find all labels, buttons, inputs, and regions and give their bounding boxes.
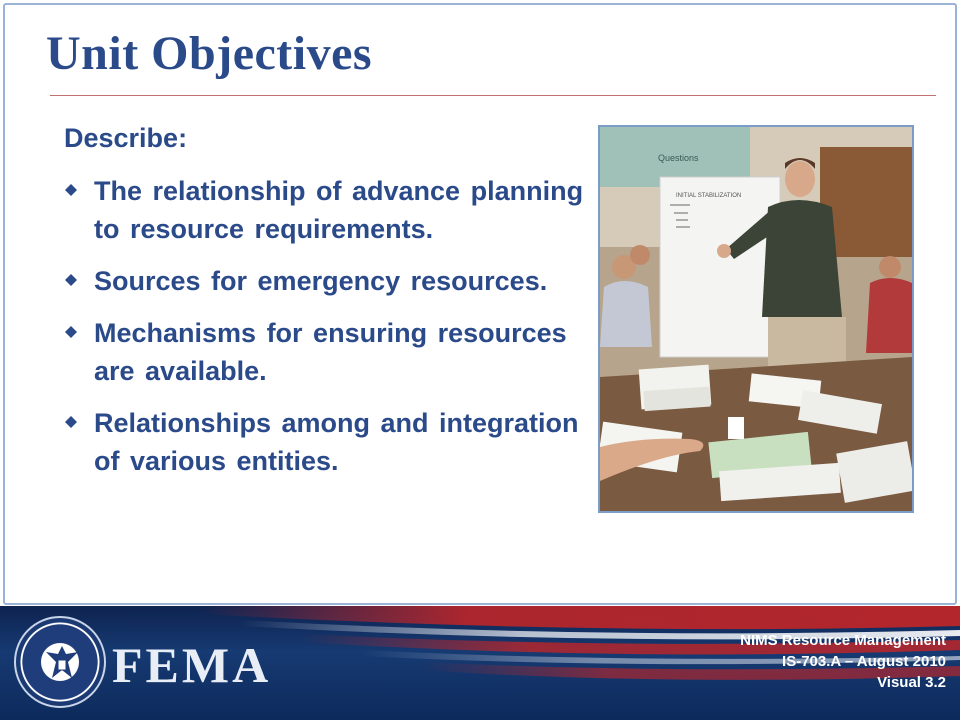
- objective-item: [64, 404, 604, 480]
- describe-heading: Describe:: [64, 123, 188, 153]
- bullet-diamond-icon: [65, 274, 77, 286]
- course-info: [740, 630, 946, 693]
- photo-illustration: [600, 127, 912, 511]
- footer-banner: [0, 606, 960, 720]
- objective-text: Mechanisms for ensuring resources are available.: [94, 318, 567, 386]
- objectives-list: [64, 172, 604, 494]
- course-name: NIMS Resource Management: [740, 632, 946, 649]
- objective-text: Sources for emergency resources.: [94, 266, 548, 296]
- training-photo: [598, 125, 914, 513]
- dhs-seal-icon: [14, 616, 106, 708]
- objective-text: The relationship of advance planning to resource requirements.: [94, 176, 584, 244]
- bullet-diamond-icon: [65, 326, 77, 338]
- fema-logo: FEMA: [112, 637, 272, 693]
- visual-number: Visual 3.2: [877, 674, 946, 691]
- objective-item: [64, 172, 604, 248]
- flipchart-heading: INITIAL STABILIZATION: [676, 193, 742, 199]
- course-code-date: IS-703.A – August 2010: [782, 653, 946, 670]
- slide-title: Unit Objectives: [46, 27, 373, 80]
- flip-chart: [660, 177, 780, 357]
- objective-text: Relationships among and integration of various entities.: [94, 408, 579, 476]
- title-divider: [50, 95, 936, 96]
- objective-item: [64, 262, 604, 300]
- presenter-head: [785, 161, 815, 197]
- bullet-diamond-icon: [65, 184, 77, 196]
- objective-item: [64, 314, 604, 390]
- screen-text: Questions: [658, 153, 699, 163]
- eagle-icon: [44, 642, 80, 682]
- bullet-diamond-icon: [65, 416, 77, 428]
